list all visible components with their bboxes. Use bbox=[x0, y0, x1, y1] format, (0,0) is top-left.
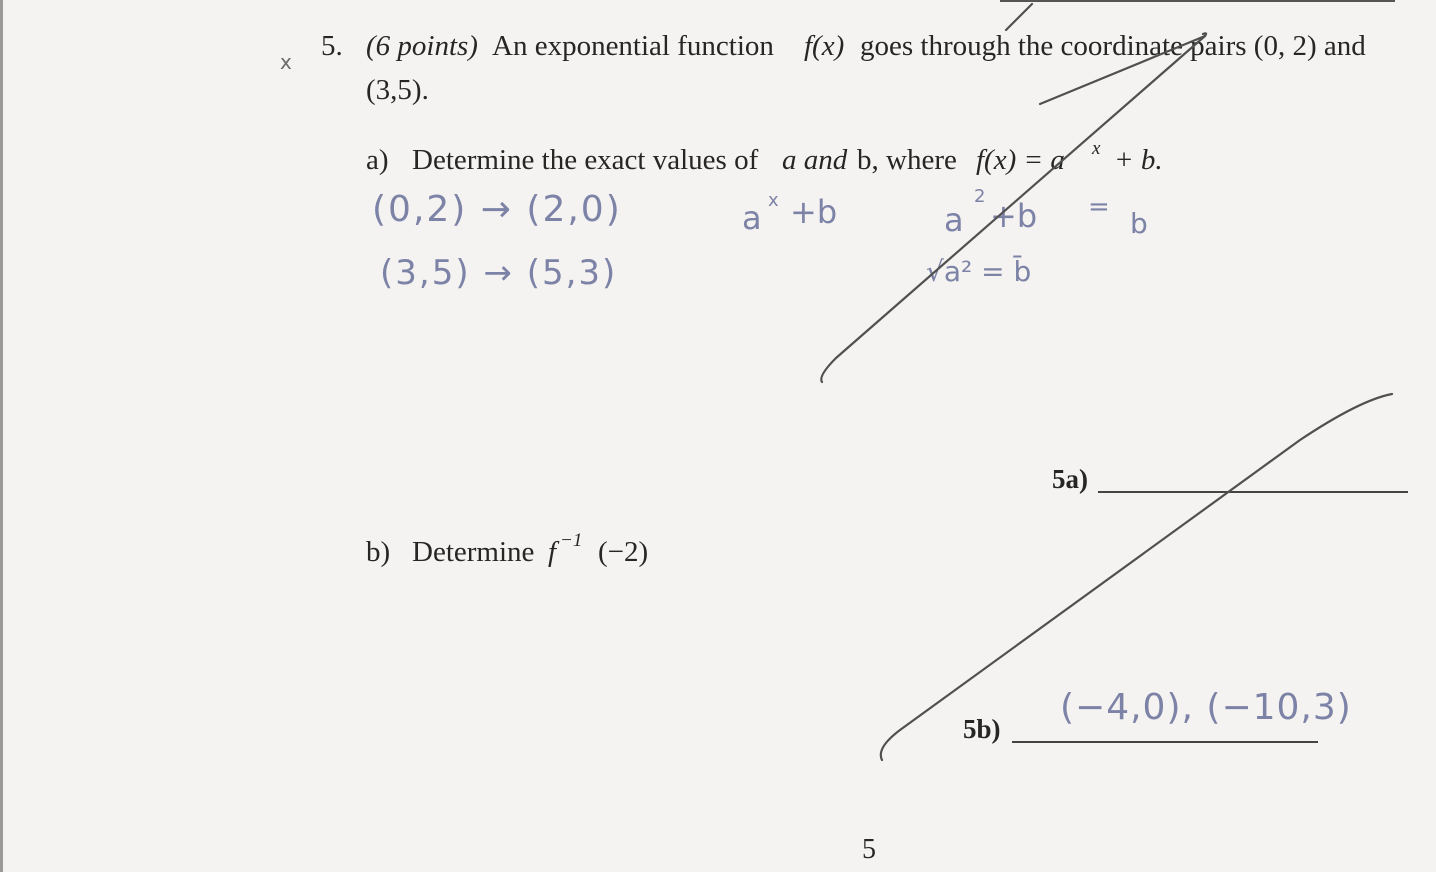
handwriting-transform-2: (3,5) → (5,3) bbox=[380, 253, 618, 293]
question-intro-text: An exponential function bbox=[492, 30, 774, 62]
part-a-text: Determine the exact values of bbox=[412, 144, 759, 176]
handwriting-work-tail: +b bbox=[990, 197, 1038, 235]
handwriting-expression-exp: x bbox=[768, 190, 779, 211]
part-b-arg: (−2) bbox=[598, 536, 649, 568]
page-number: 5 bbox=[862, 834, 876, 865]
pencil-stroke-top bbox=[1006, 4, 1032, 30]
question-intro-text-2: goes through the coordinate pairs (0, 2) and bbox=[860, 30, 1366, 62]
part-a-formula-exponent: x bbox=[1092, 138, 1101, 159]
answer-5a-label: 5a) bbox=[1052, 464, 1088, 494]
handwriting-work-exp: 2 bbox=[974, 186, 986, 207]
part-a-formula: f(x) = a bbox=[976, 144, 1065, 176]
part-b-label: b) bbox=[366, 536, 391, 568]
part-a-text-b: b, where bbox=[857, 144, 957, 176]
margin-mark: x bbox=[280, 50, 292, 74]
answer-5b-handwritten: (−4,0), (−10,3) bbox=[1060, 687, 1352, 728]
handwriting-work-b: b bbox=[1130, 207, 1148, 240]
question-intro-line2: (3,5). bbox=[366, 74, 429, 106]
handwriting-work-a: a bbox=[944, 201, 964, 239]
handwriting-work-root: √a² = b̄ bbox=[926, 255, 1032, 288]
handwriting-expression-tail: +b bbox=[790, 193, 838, 231]
part-a-var-a: a and bbox=[782, 144, 848, 176]
answer-5b-label: 5b) bbox=[963, 714, 1001, 744]
handwriting-expression-a: a bbox=[742, 199, 762, 237]
part-a-label: a) bbox=[366, 144, 389, 176]
part-b-fn: f bbox=[548, 536, 557, 568]
part-a-formula-tail: + b. bbox=[1114, 144, 1163, 176]
question-number: 5. bbox=[321, 30, 343, 62]
part-b-text: Determine bbox=[412, 536, 535, 568]
pencil-stroke-upper-tail bbox=[1040, 33, 1206, 104]
pencil-stroke-part-b bbox=[881, 394, 1392, 760]
question-points: (6 points) bbox=[366, 30, 478, 62]
pencil-stroke-part-a bbox=[821, 36, 1205, 382]
handwriting-transform-1: (0,2) → (2,0) bbox=[372, 189, 622, 230]
part-b-fn-exponent: −1 bbox=[560, 530, 583, 551]
function-notation: f(x) bbox=[804, 30, 845, 62]
handwriting-work-equals: = bbox=[1088, 192, 1110, 222]
